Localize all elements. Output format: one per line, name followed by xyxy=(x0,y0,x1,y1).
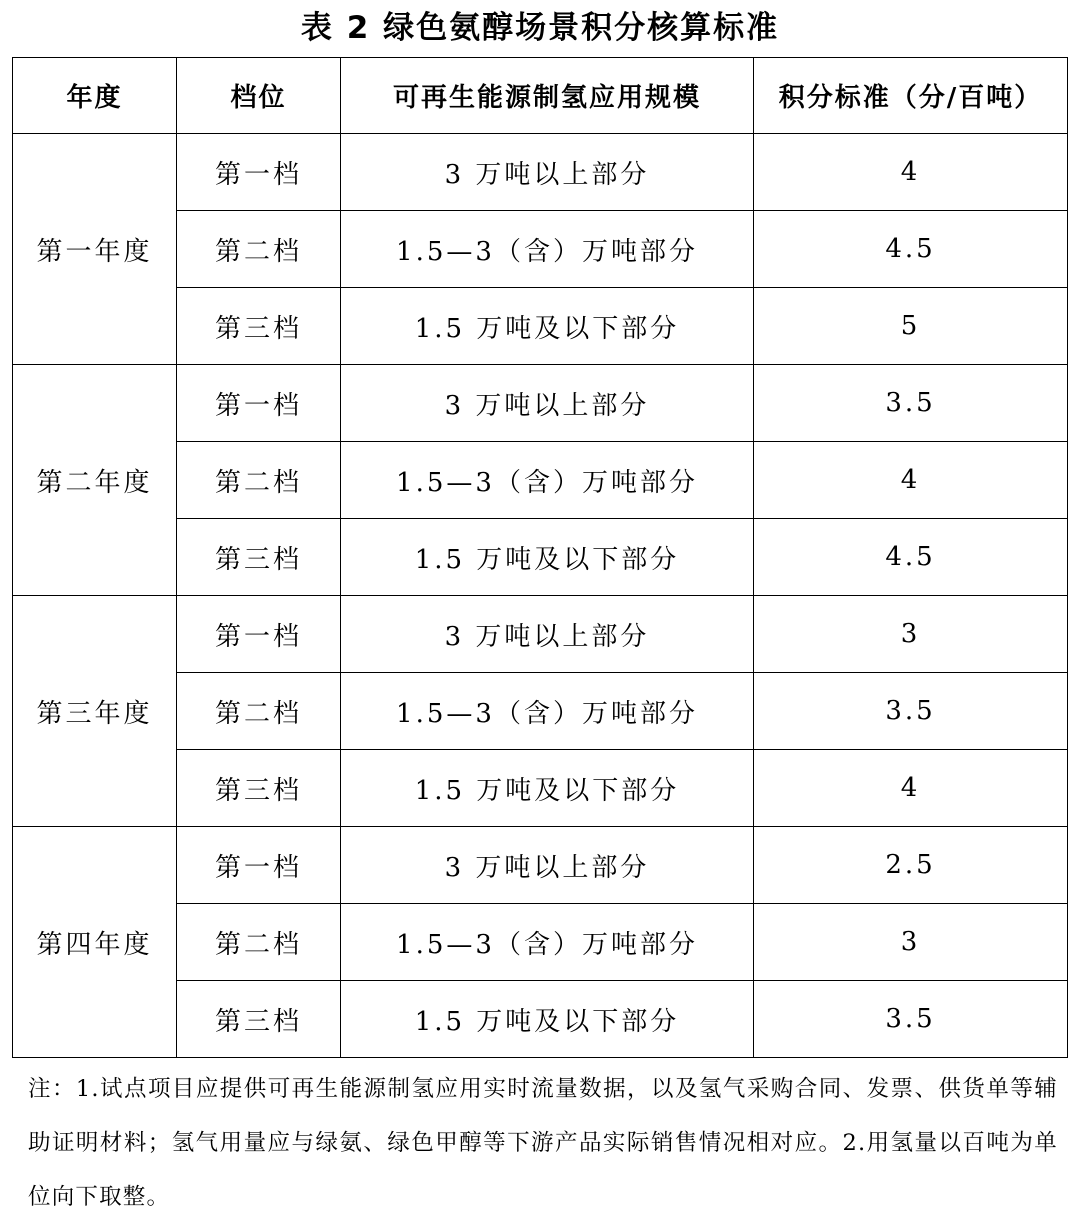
scale-cell: 3 万吨以上部分 xyxy=(341,134,754,211)
scoring-standard-table xyxy=(12,57,1068,1058)
year-cell: 第一年度 xyxy=(13,134,177,365)
score-cell: 3.5 xyxy=(754,365,1068,442)
score-cell: 4 xyxy=(754,750,1068,827)
score-cell: 4.5 xyxy=(754,211,1068,288)
scale-cell: 1.5—3（含）万吨部分 xyxy=(341,904,754,981)
tier-cell: 第二档 xyxy=(177,673,341,750)
tier-cell: 第三档 xyxy=(177,288,341,365)
header-year: 年度 xyxy=(13,58,177,134)
score-cell: 4.5 xyxy=(754,519,1068,596)
score-cell: 3 xyxy=(754,596,1068,673)
year-cell: 第三年度 xyxy=(13,596,177,827)
scale-cell: 3 万吨以上部分 xyxy=(341,365,754,442)
table-row xyxy=(13,365,1068,442)
scale-cell: 3 万吨以上部分 xyxy=(341,827,754,904)
tier-cell: 第二档 xyxy=(177,211,341,288)
tier-cell: 第二档 xyxy=(177,442,341,519)
tier-cell: 第三档 xyxy=(177,519,341,596)
score-cell: 3 xyxy=(754,904,1068,981)
scale-cell: 1.5—3（含）万吨部分 xyxy=(341,211,754,288)
tier-cell: 第二档 xyxy=(177,904,341,981)
table-title: 表 2 绿色氨醇场景积分核算标准 xyxy=(300,10,780,46)
table-row xyxy=(13,134,1068,211)
header-scale: 可再生能源制氢应用规模 xyxy=(341,58,754,134)
header-standard: 积分标准（分/百吨） xyxy=(754,58,1068,134)
scale-cell: 1.5 万吨及以下部分 xyxy=(341,519,754,596)
tier-cell: 第一档 xyxy=(177,827,341,904)
table-row xyxy=(13,827,1068,904)
tier-cell: 第三档 xyxy=(177,750,341,827)
scale-cell: 1.5 万吨及以下部分 xyxy=(341,288,754,365)
table-row xyxy=(13,596,1068,673)
scale-cell: 1.5—3（含）万吨部分 xyxy=(341,442,754,519)
score-cell: 3.5 xyxy=(754,673,1068,750)
tier-cell: 第一档 xyxy=(177,134,341,211)
scale-cell: 3 万吨以上部分 xyxy=(341,596,754,673)
table-header-row xyxy=(13,58,1068,134)
score-cell: 4 xyxy=(754,134,1068,211)
score-cell: 3.5 xyxy=(754,981,1068,1058)
year-cell: 第二年度 xyxy=(13,365,177,596)
tier-cell: 第一档 xyxy=(177,365,341,442)
score-cell: 5 xyxy=(754,288,1068,365)
table-footnote: 注：1.试点项目应提供可再生能源制氢应用实时流量数据，以及氢气采购合同、发票、供货单等辅助证明材料；氢气用量应与绿氨、绿色甲醇等下游产品实际销售情况相对应。2.用氢量以百吨为单位向下取整。 xyxy=(28,1076,1058,1210)
year-cell: 第四年度 xyxy=(13,827,177,1058)
scale-cell: 1.5 万吨及以下部分 xyxy=(341,750,754,827)
score-cell: 4 xyxy=(754,442,1068,519)
header-tier: 档位 xyxy=(177,58,341,134)
tier-cell: 第三档 xyxy=(177,981,341,1058)
scale-cell: 1.5—3（含）万吨部分 xyxy=(341,673,754,750)
scale-cell: 1.5 万吨及以下部分 xyxy=(341,981,754,1058)
score-cell: 2.5 xyxy=(754,827,1068,904)
tier-cell: 第一档 xyxy=(177,596,341,673)
